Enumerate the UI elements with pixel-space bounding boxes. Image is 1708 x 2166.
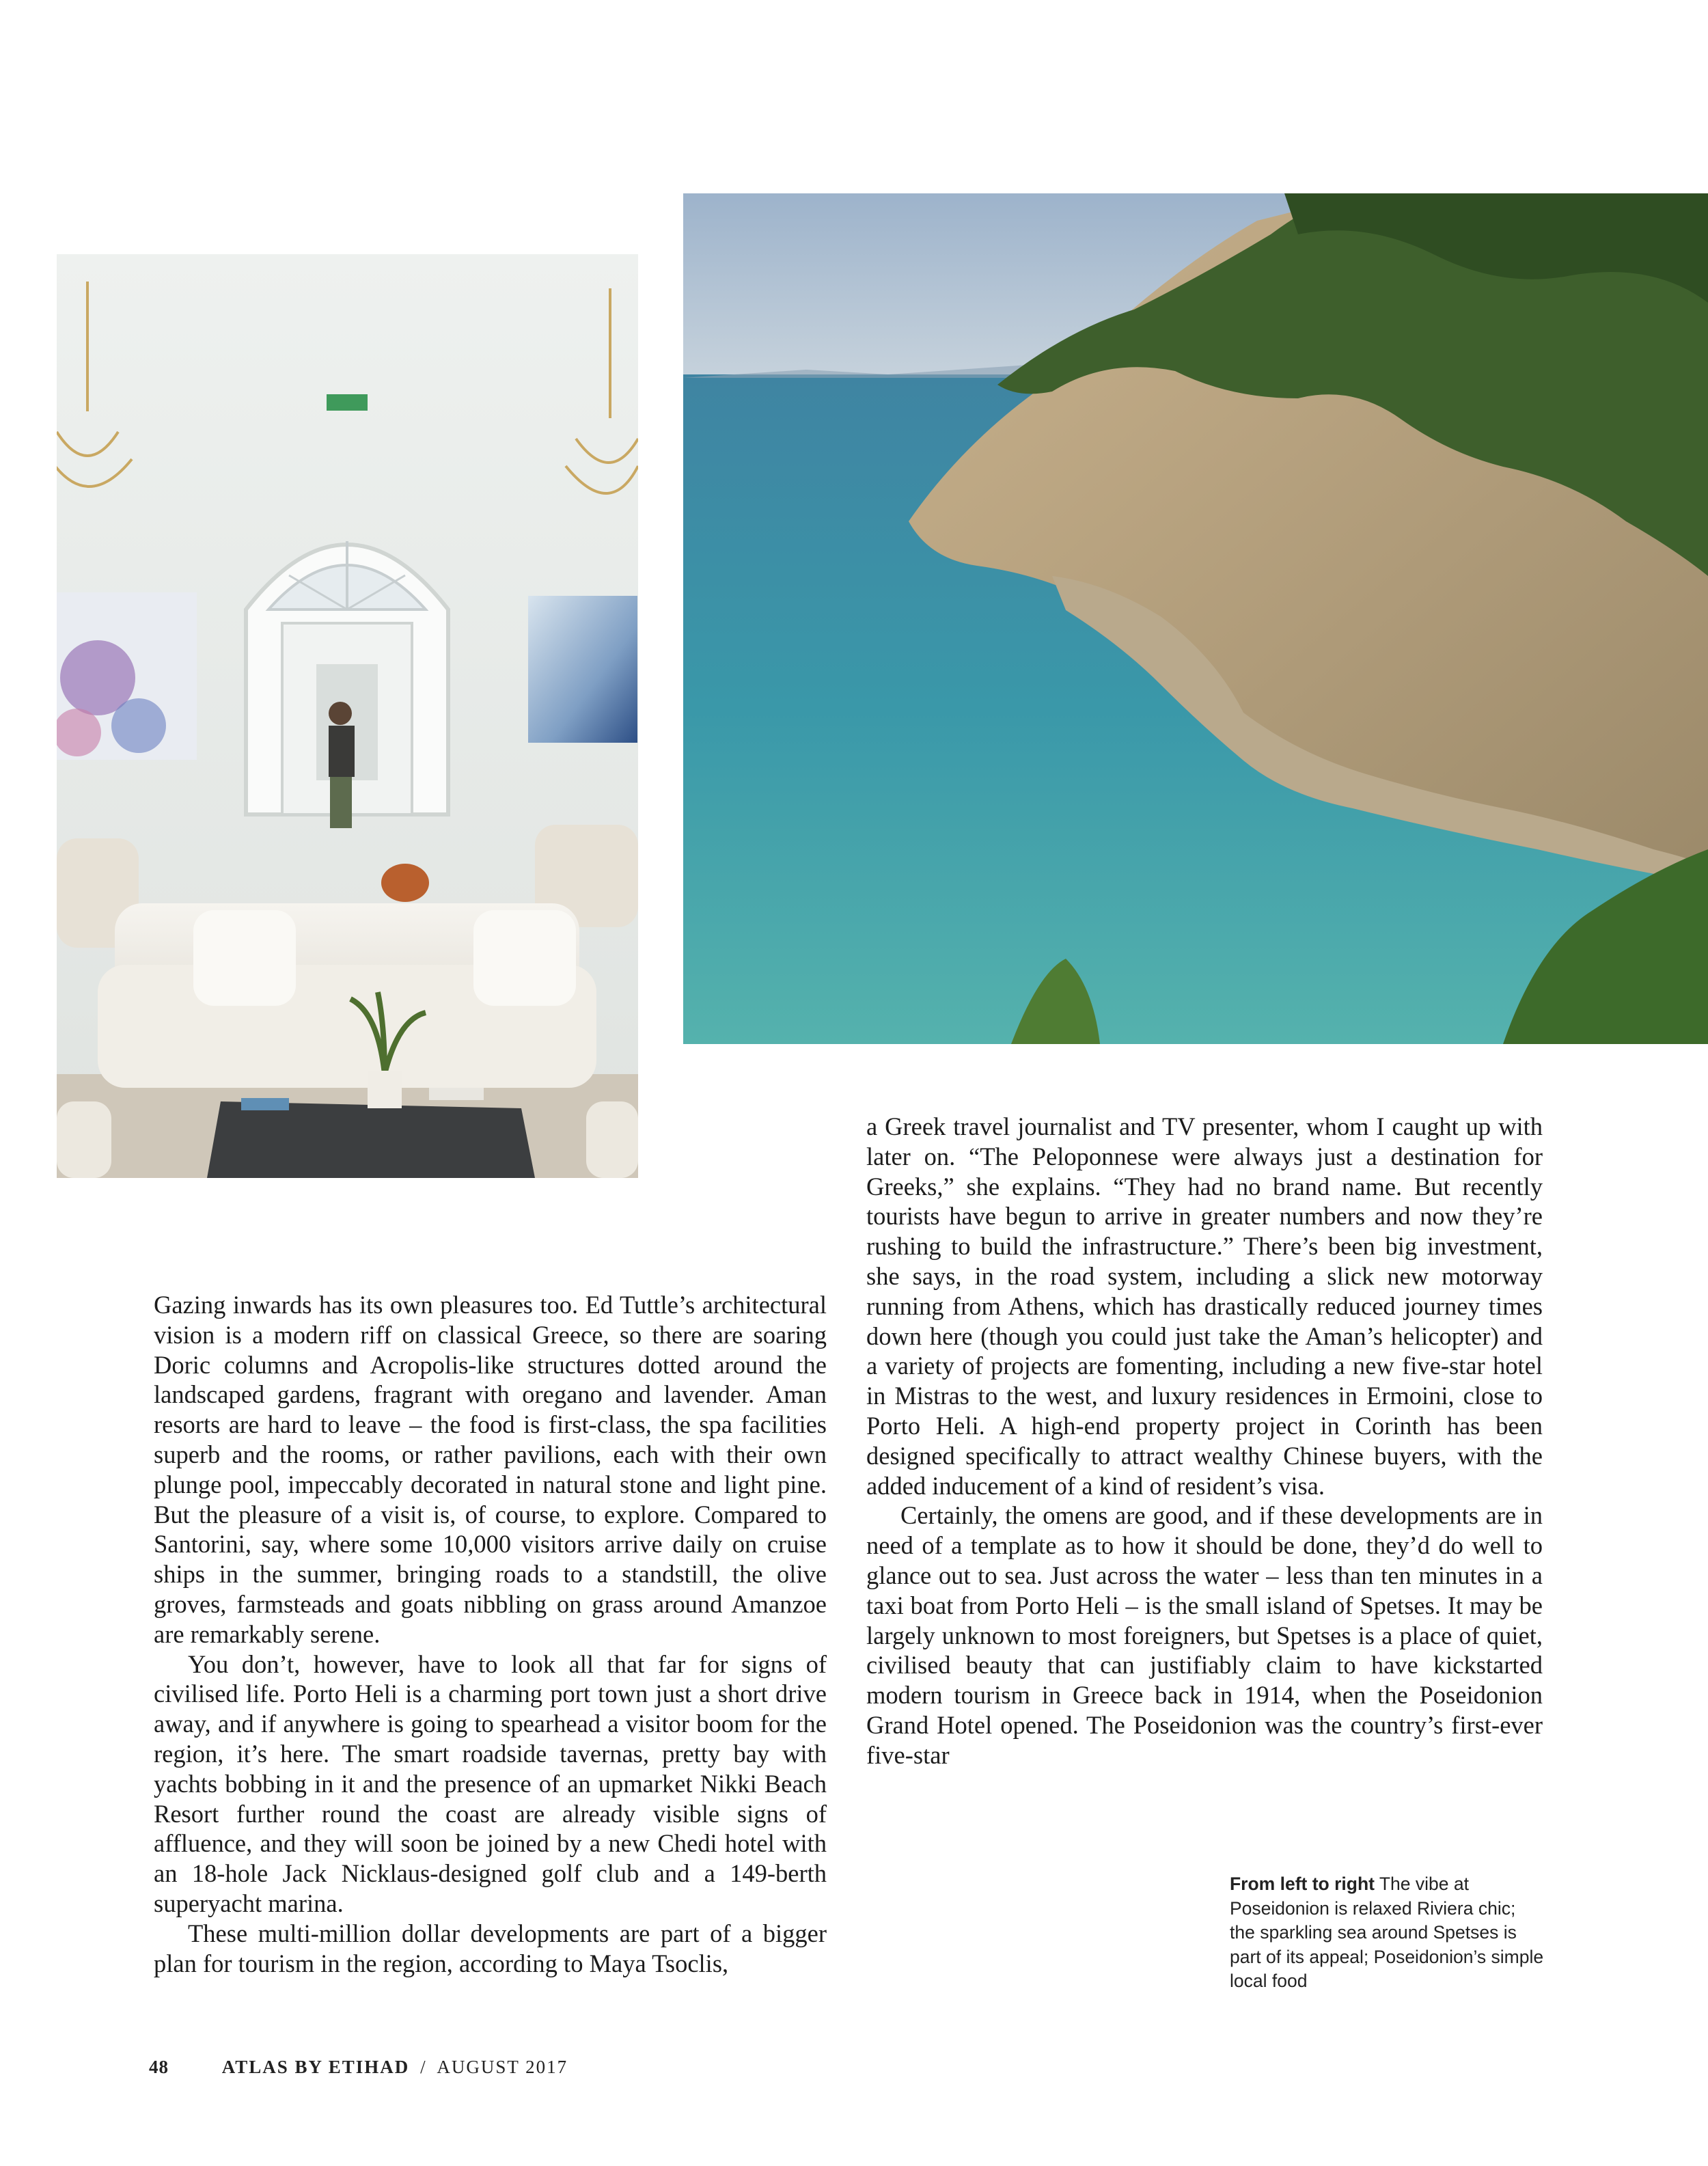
paragraph: Gazing inwards has its own pleasures too. Ed Tuttle’s architectural vision is a modern riff on classical Greece, so there are soaring Doric columns and Acropolis-like structures dotted around the landscaped gardens, fragrant with oregano and lavender. Aman resorts are hard to leave – the food is first-class, the spa facilities superb and the rooms, or rather pavilions, each with their own plunge pool, impeccably decorated in natural stone and light pine. But the pleasure of a visit is, of course, to explore. Compared to Santorini, say, where some 10,000 visitors arrive daily on cruise ships in the summer, bringing roads to a standstill, the olive groves, farmsteads and goats nibbling on grass around Amanzoe are remarkably serene. — [154, 1291, 827, 1648]
article-column-right — [866, 1112, 1543, 1770]
hotel-interior-illustration — [57, 254, 638, 1178]
footer-separator: / — [420, 2057, 426, 2077]
photo-caption — [1230, 1872, 1544, 1994]
paragraph: You don’t, however, have to look all that far for signs of civilised life. Porto Heli is a charming port town just a short drive away, and if anywhere is going to spearhead a visitor boom for the region, it’s here. The smart roadside tavernas, pretty bay with yachts bobbing in it and the presence of an upmarket Nikki Beach Resort further round the coast are already visible signs of affluence, and they will soon be joined by a new Chedi hotel with an 18-hole Jack Nicklaus-designed golf club and a 149-berth superyacht marina. — [154, 1649, 827, 1917]
page-number: 48 — [149, 2057, 169, 2077]
coastline-illustration — [683, 193, 1708, 1044]
issue-date: AUGUST 2017 — [437, 2057, 568, 2077]
spetses-coast-photo — [683, 193, 1708, 1044]
paragraph: These multi-million dollar developments are part of a bigger plan for tourism in the region, according to Maya Tsoclis, — [154, 1919, 827, 1977]
caption-text: The vibe at Poseidonion is relaxed Riviera chic; the sparkling sea around Spetses is part of its appeal; Poseidonion’s simple local food — [1230, 1874, 1544, 1991]
caption-heading: From left to right — [1230, 1874, 1375, 1894]
page-footer — [149, 2057, 568, 2078]
paragraph: Certainly, the omens are good, and if these developments are in need of a template as to how it should be done, they’d do well to glance out to sea. Just across the water – less than ten minutes in a taxi boat from Porto Heli – is the small island of Spetses. It may be largely unknown to most foreigners, but Spetses is a place of quiet, civilised beauty that can justifiably claim to have kickstarted modern tourism in Greece back in 1914, when the Poseidonion Grand Hotel opened. The Poseidonion was the country’s first-ever five-star — [866, 1501, 1543, 1769]
article-column-left — [154, 1290, 827, 1978]
paragraph: a Greek travel journalist and TV presenter, whom I caught up with later on. “The Peloponnese were always just a destination for Greeks,” she explains. “They had no brand name. But recently tourists have begun to arrive in greater numbers and now they’re rushing to build the infrastructure.” There’s been big investment, she says, in the road system, including a slick new motorway running from Athens, which has drastically reduced journey times down here (though you could just take the Aman’s helicopter) and a variety of projects are fomenting, including a new five-star hotel in Mistras to the west, and luxury residences in Ermoini, close to Porto Heli. A high-end property project in Corinth has been designed specifically to attract wealthy Chinese buyers, with the added inducement of a kind of resident’s visa. — [866, 1112, 1543, 1500]
magazine-name: ATLAS BY ETIHAD — [221, 2057, 410, 2077]
hotel-interior-photo — [57, 254, 638, 1178]
